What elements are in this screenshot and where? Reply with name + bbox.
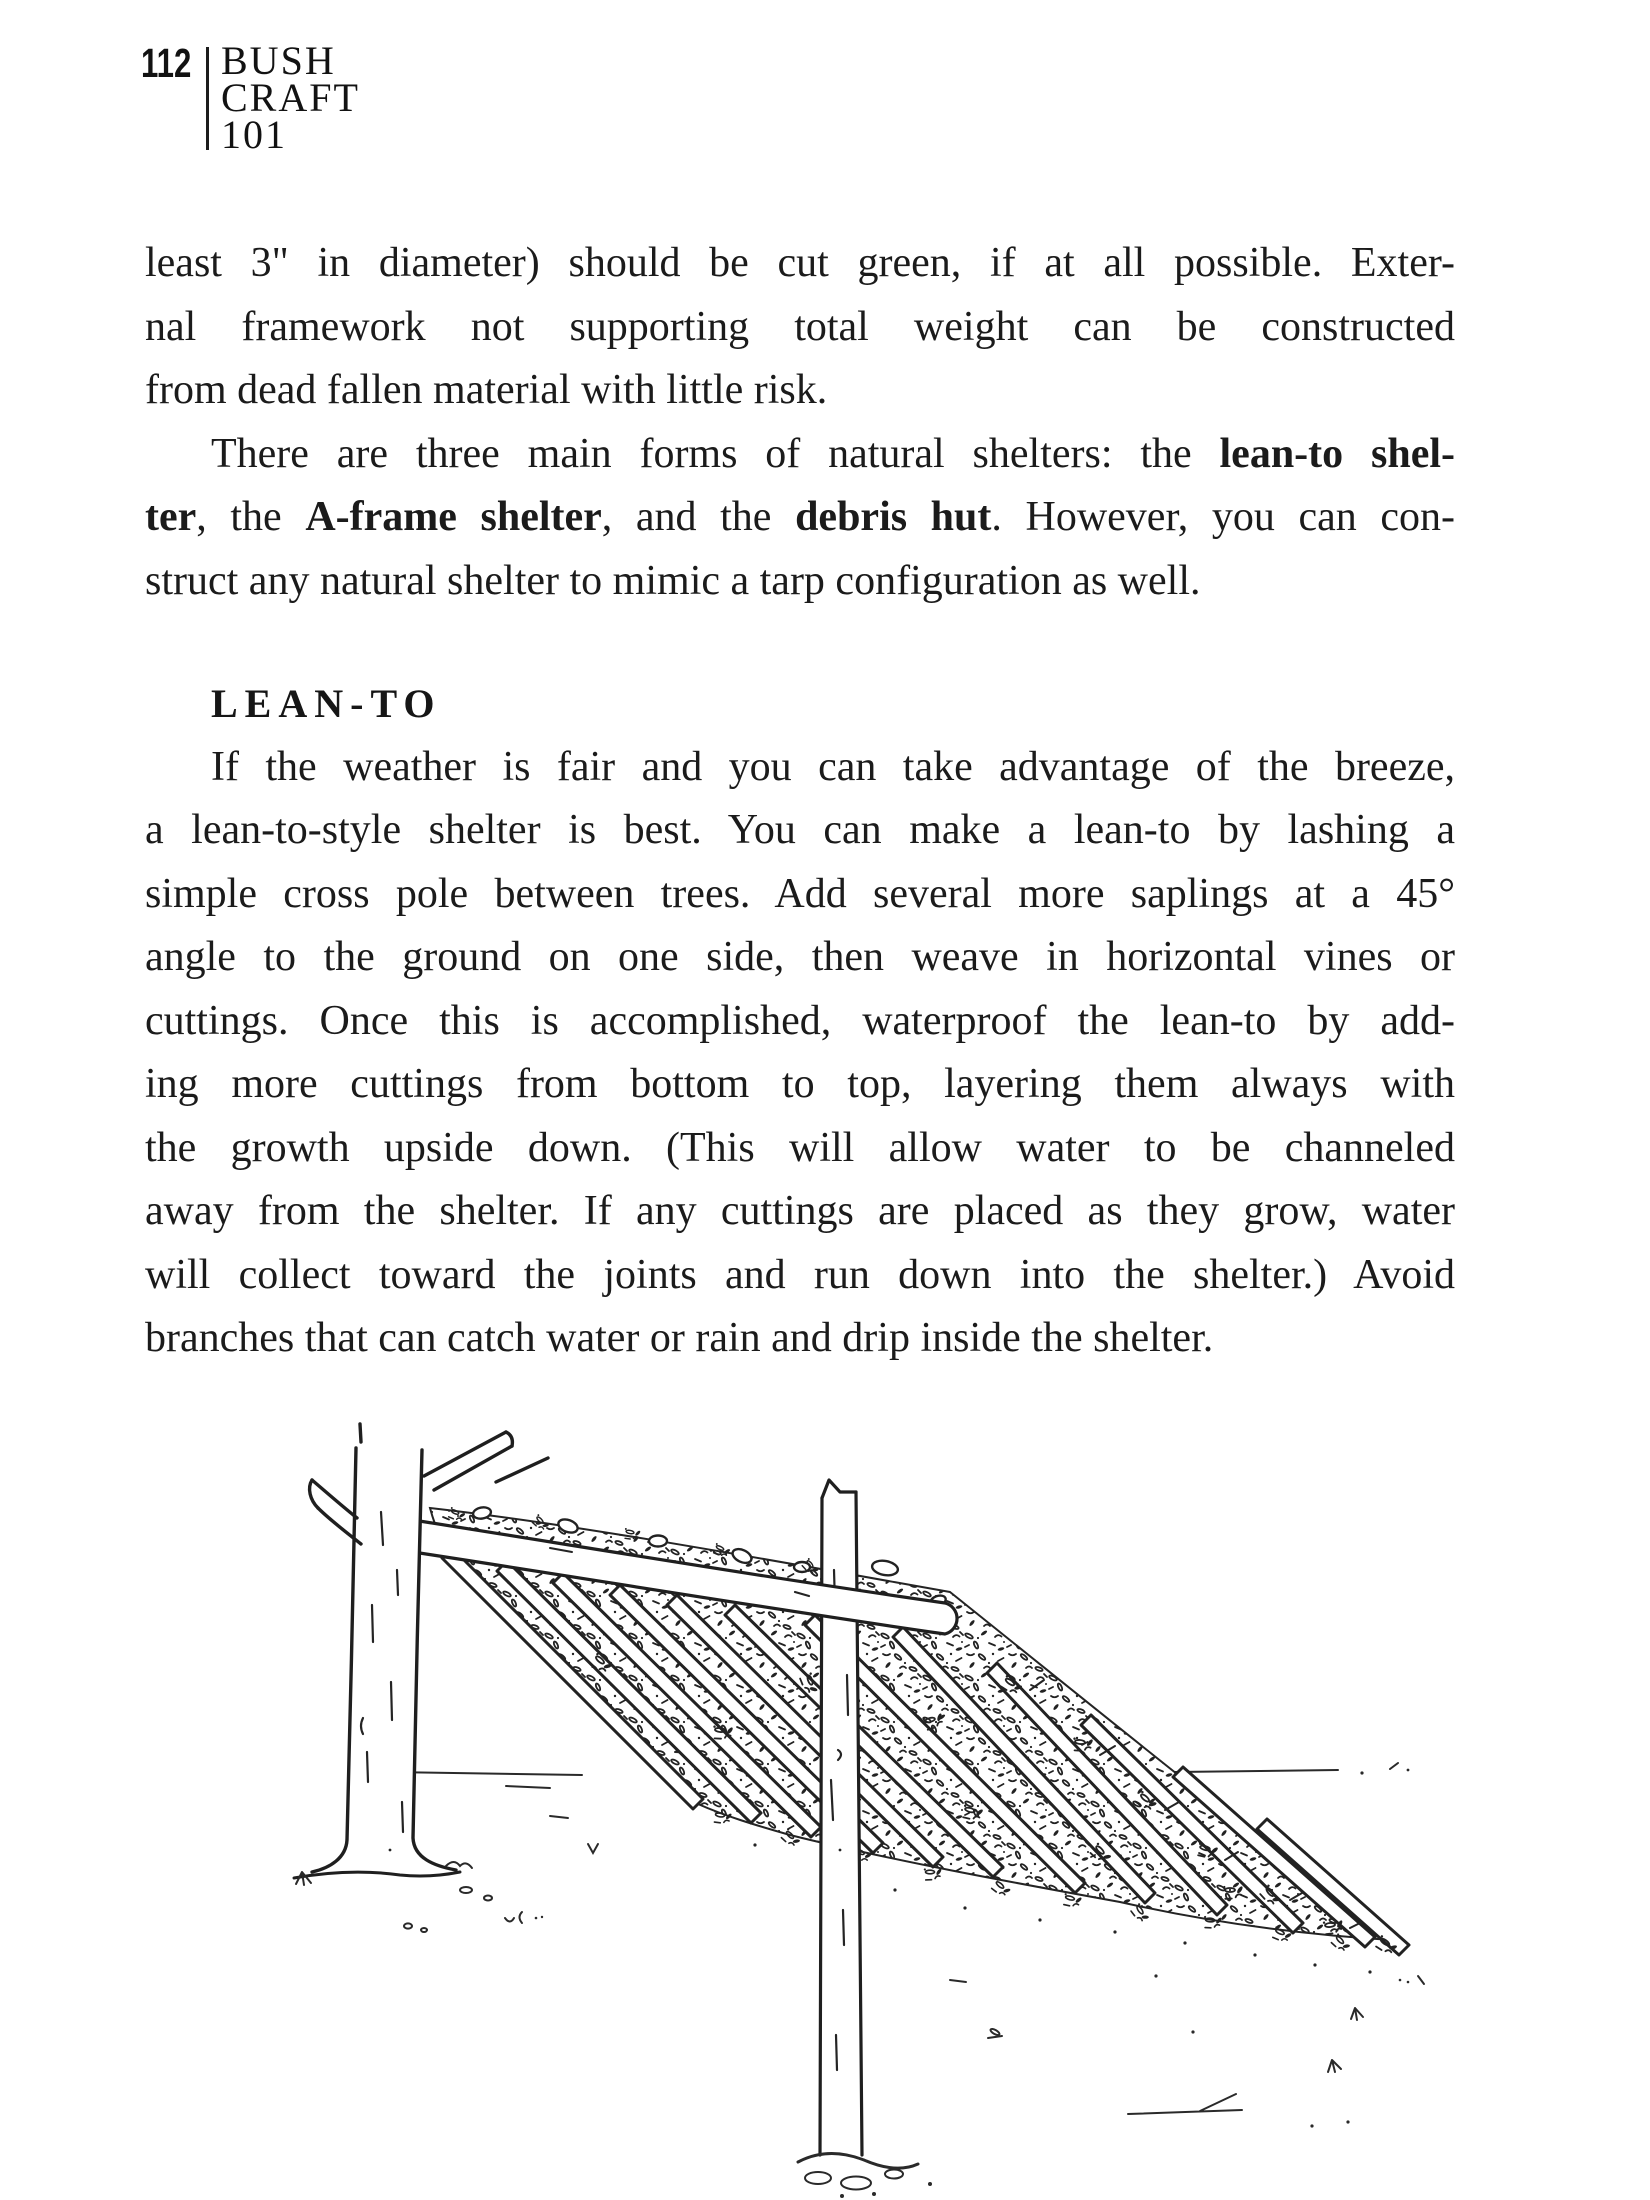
body-line: least 3" in diameter) should be cut green, if at all possible. Exter- bbox=[145, 240, 1455, 286]
tree bbox=[294, 1424, 548, 1878]
book-title-line: BUSH bbox=[221, 38, 336, 83]
body-line: ing more cuttings from bottom to top, layering them always with bbox=[145, 1061, 1455, 1107]
section-heading-lean-to: LEAN-TO bbox=[211, 681, 442, 726]
body-line: cuttings. Once this is accomplished, waterproof the lean-to by add- bbox=[145, 997, 1455, 1044]
body-line: ter, the A-frame shelter, and the debris hut. However, you can con- bbox=[145, 494, 1455, 540]
lean-to-illustration bbox=[250, 1420, 1450, 2200]
book-title-line: 101 bbox=[221, 112, 287, 157]
body-line: a lean-to-style shelter is best. You can make a lean-to by lashing a bbox=[145, 807, 1455, 853]
body-line: will collect toward the joints and run down into the shelter.) Avoid bbox=[145, 1251, 1455, 1298]
body-line: away from the shelter. If any cuttings are placed as they grow, water bbox=[145, 1188, 1455, 1234]
body-text bbox=[145, 232, 1455, 1371]
book-title bbox=[221, 38, 360, 157]
book-title-line: CRAFT bbox=[221, 75, 360, 120]
header-divider bbox=[206, 47, 209, 150]
page-number: 112 bbox=[141, 40, 192, 86]
body-line: the growth upside down. (This will allow water to be channeled bbox=[145, 1124, 1455, 1171]
body-line: simple cross pole between trees. Add several more saplings at a 45° bbox=[145, 870, 1455, 917]
body-line: There are three main forms of natural shelters: the lean-to shel- bbox=[211, 430, 1455, 477]
support-pole bbox=[820, 1480, 862, 2155]
body-line: from dead fallen material with little risk. bbox=[145, 367, 828, 413]
body-line: angle to the ground on one side, then weave in horizontal vines or bbox=[145, 934, 1455, 980]
body-line: nal framework not supporting total weight can be constructed bbox=[145, 303, 1455, 350]
lean-to-illustration-svg bbox=[250, 1420, 1450, 2200]
body-line: If the weather is fair and you can take advantage of the breeze, bbox=[211, 743, 1455, 790]
body-line: struct any natural shelter to mimic a tarp configuration as well. bbox=[145, 557, 1201, 604]
body-line: branches that can catch water or rain and drip inside the shelter. bbox=[145, 1315, 1214, 1361]
